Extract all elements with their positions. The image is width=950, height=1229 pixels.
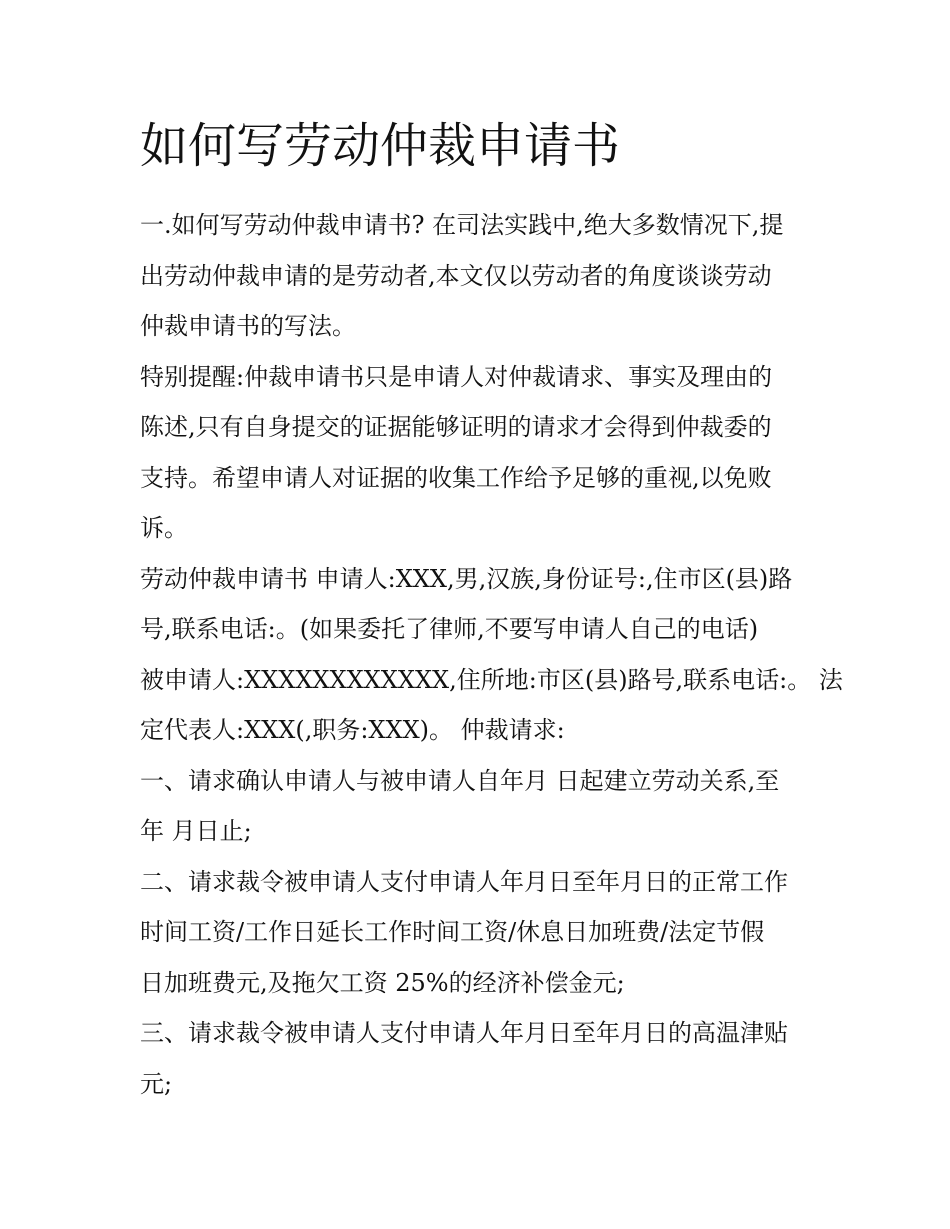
text-line: 陈述,只有自身提交的证据能够证明的请求才会得到仲裁委的 (140, 413, 772, 441)
paragraph-intro (140, 200, 820, 352)
text-line: 三、请求裁令被申请人支付申请人年月日至年月日的高温津贴 (140, 1019, 788, 1047)
paragraph-claim-3 (140, 1008, 820, 1109)
text-line: 二、请求裁令被申请人支付申请人年月日至年月日的正常工作 (140, 867, 788, 896)
paragraph-claim-1 (140, 756, 820, 857)
text-line: 支持。希望申请人对证据的收集工作给予足够的重视,以免败 (140, 463, 772, 492)
paragraph-parties (140, 554, 843, 756)
text-line: 一、请求确认申请人与被申请人自年月 日起建立劳动关系,至 (140, 766, 780, 795)
text-line: 被申请人:XXXXXXXXXXXX,住所地:市区(县)路号,联系电话:。 法 (140, 665, 843, 694)
document-title: 如何写劳动仲裁申请书 (140, 118, 621, 174)
text-line: 仲裁申请书的写法。 (140, 312, 356, 340)
text-line: 诉。 (140, 514, 188, 542)
paragraph-claim-2 (140, 857, 820, 1009)
document-body (140, 200, 843, 1109)
text-line: 劳动仲裁申请书 申请人:XXX,男,汉族,身份证号:,住市区(县)路 (140, 564, 793, 593)
paragraph-reminder (140, 352, 820, 554)
text-line: 一.如何写劳动仲裁申请书? 在司法实践中,绝大多数情况下,提 (140, 211, 784, 239)
text-line: 日加班费元,及拖欠工资 25%的经济补偿金元; (140, 968, 625, 997)
text-line: 特别提醒:仲裁申请书只是申请人对仲裁请求、事实及理由的 (140, 362, 773, 391)
text-line: 出劳动仲裁申请的是劳动者,本文仅以劳动者的角度谈谈劳动 (140, 261, 772, 290)
text-line: 年 月日止; (140, 817, 252, 845)
text-line: 时间工资/工作日延长工作时间工资/休息日加班费/法定节假 (140, 918, 765, 946)
text-line: 元; (140, 1069, 173, 1098)
text-line: 号,联系电话:。(如果委托了律师,不要写申请人自己的电话) (140, 615, 759, 643)
text-line: 定代表人:XXX(,职务:XXX)。 仲裁请求: (140, 716, 565, 744)
